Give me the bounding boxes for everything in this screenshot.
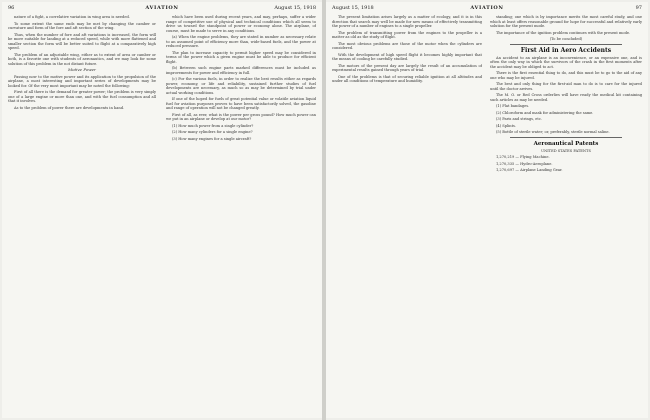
article-heading: First Aid in Aero Accidents (520, 46, 612, 54)
patents-heading: Aeronautical Patents (533, 140, 599, 147)
paragraph: An accident to an airplane is an inconvenience, or an expensive one, and is often the only way in which the survivors of the crash in the first moments after the accident may be obliged to act. (490, 55, 642, 69)
paragraph: The best and only thing for the first-aid man to do is to care for the injured until the doctor arrives. (490, 82, 642, 91)
paragraph: With the development of high speed flight it becomes highly important that the means of cooling be carefully studied. (332, 52, 482, 61)
paragraph: The most obvious problems are those of the motor when the cylinders are considered. (332, 41, 482, 50)
patent-entry: 1,270,697 — Airplane Landing Gear. (496, 168, 563, 172)
left-page (2, 2, 322, 418)
list-item: (1) How much power from a single cylinder? (172, 123, 254, 128)
list-item: (1) Flat bandages. (496, 104, 530, 108)
patent-entry: 1,270,335 — Hydro-Aeroplane. (496, 161, 553, 166)
right-page (326, 2, 648, 418)
paragraph: First of all there is the demand for greater power; the problem is very simply one of a large engine or more than one, and with the fuel consumption and all that it involves. (8, 90, 156, 103)
paragraph: which have been used during recent years, and may, perhaps, suffer a wider range of competitive use of physical and technical conditions which all seem to drive us toward the standpoint of power or economy alone. The airplane, of course, must be made to serve in any conditions. (166, 15, 316, 33)
paragraph: As to the problem of power there are developments in hand. (14, 105, 125, 110)
paragraph: If one of the hoped for fuels of great potential value or volatile aviation liquid fuel for aviation purposes proves to have been satisfactorily solved, the gasoline and range of operation will not be changed greatly. (166, 97, 316, 110)
left-page-header (8, 5, 316, 13)
list-item: (2) Chloroform and mask for administering the same. (496, 110, 594, 115)
page-number: 97 (635, 5, 642, 11)
right-column-2 (490, 15, 642, 414)
paragraph: The problem of an adjustable wing, either as to extent of area or camber or both, is a favorite one with students of aeronautics, and we may look for some solution of this problem in the not distant future. (8, 52, 156, 66)
paragraph: The plan to increase capacity to permit higher speed may be considered in terms of the power which a given engine must be able to produce for efficient flight. (166, 50, 316, 64)
left-column-1 (8, 15, 156, 414)
page-date: August 15, 1918 (332, 5, 374, 11)
section-subheading: Motive Power (68, 67, 96, 72)
list-item: (4) Splints. (496, 123, 517, 128)
list-item: (5) Bottle of sterile water; or, preferably, sterile normal saline. (496, 130, 610, 134)
paragraph: (a) When the engine problems, they are stated in number as necessary relate to an assumed point of efficiency more than, wide-based fuels, and the power at reduced pressure. (166, 35, 316, 48)
section-divider (510, 44, 622, 45)
paragraph: The problem of transmitting power from the engines to the propeller is a matter as old as the study of flight. (332, 30, 482, 39)
left-column-2 (166, 15, 316, 414)
continued-note: (To be concluded) (549, 37, 583, 41)
running-title: AVIATION (145, 5, 179, 11)
list-item: (3) How many engines for a single aircraft? (172, 136, 252, 141)
paragraph: First of all, as ever, what is the power per gross pound? How much power can we put in an airplane or develop at our motor? (166, 112, 316, 121)
paragraph: The present limitation arises largely as a matter of ecology, and it is in this direction that search may well be made for new means of effectively transmitting the power of a number of engines to a single propeller. (332, 15, 482, 28)
page-number: 96 (8, 5, 15, 11)
paragraph: The M. O. or Red Cross orderlies will have ready the medical kit containing such articles as may be needed. (490, 93, 642, 102)
patent-entry: 1,270,219 — Flying Machine. (496, 155, 550, 159)
paragraph: The motors of the present day are largely the result of an accumulation of experimental results gained through years of trial. (332, 63, 482, 72)
paragraph: Thus, when the number of fore and aft variations is increased, the form will be more suitable for landing at a reduced speed, while with more flattened and smaller section the form will be better suited to flight at a comparatively high speed. (8, 32, 156, 50)
paragraph: nature of a fight, a correlative variation in wing area is needed. (14, 15, 130, 19)
page-date: August 15, 1918 (274, 5, 316, 11)
right-column-1 (332, 15, 482, 414)
patents-subheading: UNITED STATES PATENTS (541, 148, 591, 153)
running-title: AVIATION (470, 5, 504, 11)
right-page-header (332, 5, 642, 13)
paragraph: (b) Between such engine parts marked differences must be included as improvements for power and efficiency in full. (166, 66, 316, 75)
paragraph: To some extent the same ends may be met by changing the camber or curvature and form of the fore and aft section of the wing. (8, 21, 156, 30)
list-item: (3) Paris and strings, etc. (496, 117, 543, 121)
section-divider (510, 137, 622, 138)
paragraph: The importance of the ignition problem continues with the present mode. (496, 30, 631, 35)
paragraph: (c) For the various fuels, in order to realize the best results either as regards power, economy, or life and reliability, sustained further studies of fuel developments are necessary, as much so as may be determined by trial under actual working conditions. (166, 77, 316, 95)
paragraph: One of the problems is that of securing reliable ignition at all altitudes and under all conditions of temperature and humidity. (332, 74, 482, 83)
paragraph: standing; one which is by importance merits the most careful study, and one which at least offers reasonable ground for hope for successful and relatively early solution for the present mode. (490, 15, 642, 28)
paragraph: Passing now to the motive power and its application to the propulsion of the airplane, a most interesting and important series of developments may be looked for. Of the very most important may be noted the following: (8, 74, 156, 88)
paragraph: There is the first essential thing to do, and this must be to go to the aid of any one who may be injured. (490, 71, 642, 80)
list-item: (2) How many cylinders for a single engine? (172, 130, 253, 134)
